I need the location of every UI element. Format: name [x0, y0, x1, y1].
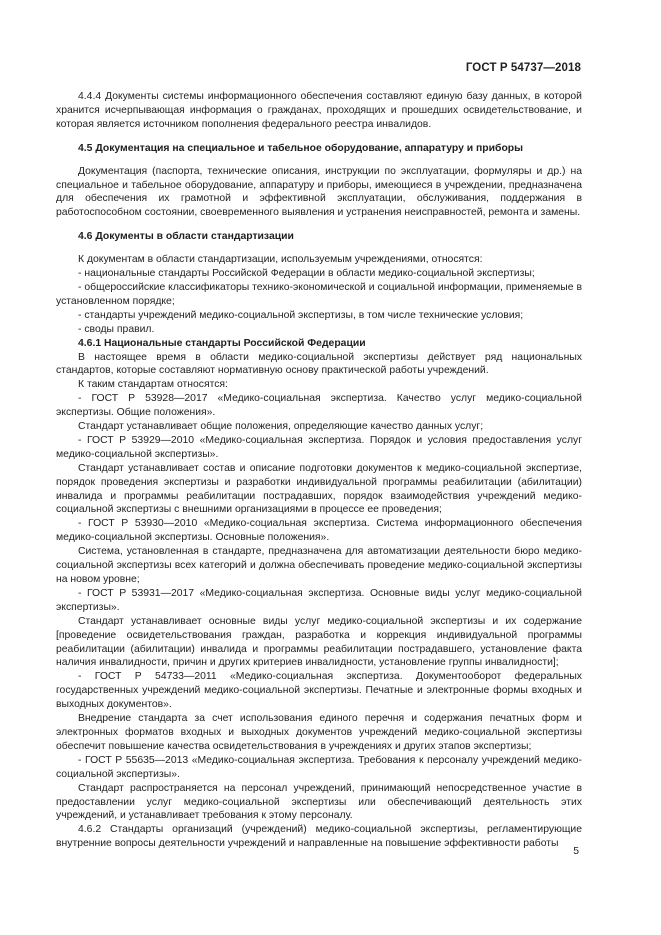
list-item: - ГОСТ Р 53928—2017 «Медико-социальная экспертиза. Качество услуг медико-социальной экспертизы. Общие положения».	[56, 393, 582, 419]
list-item: - своды правил.	[78, 323, 155, 335]
paragraph-4-6-2: 4.6.2 Стандарты организаций (учреждений) медико-социальной экспертизы, регламентирующие внутренние вопросы деятельности учреждений и направленные на повышение эффективности работы	[56, 824, 582, 850]
list-item: - стандарты учреждений медико-социальной экспертизы, в том числе технические условия;	[78, 309, 524, 321]
section-heading-4-6-1: 4.6.1 Национальные стандарты Российской Федерации	[78, 337, 366, 349]
paragraph-4-5-text: Документация (паспорта, технические описания, инструкции по эксплуатации, формуляры и др.) на специальное и табельное оборудование, аппаратуру и приборы, имеющиеся в учреждении, предназначена для обеспечения их грамотной и эффективной эксплуатации, обслуживания, поддержания в работоспособном состоянии, своевременного выявления и устранения неисправностей, ремонта и замены.	[56, 165, 582, 219]
list-item: - ГОСТ Р 53931—2017 «Медико-социальная экспертиза. Основные виды услуг медико-социальной экспертизы».	[56, 587, 582, 613]
paragraph-text: Стандарт распространяется на персонал учреждений, принимающий непосредственное участие в предоставлении услуг медико-социальной экспертизы или обеспечивающий деятельность этих учреждений, и устанавливает требования к этому персоналу.	[56, 782, 582, 822]
paragraph-text: Стандарт устанавливает общие положения, определяющие качество данных услуг;	[78, 421, 484, 433]
list-item: - ГОСТ Р 53930—2010 «Медико-социальная экспертиза. Система информационного обеспечения медико-социальной экспертизы. Основные положения».	[56, 518, 582, 544]
paragraph-text: Внедрение стандарта за счет использования единого перечня и содержания печатных форм и электронных форматов входных и выходных документов учреждений медико-социальной экспертизы обеспечит повышение качества освидетельствования в учреждениях и других этапов экспертизы;	[56, 713, 582, 752]
page-number: 5	[573, 846, 579, 857]
paragraph-text: В настоящее время в области медико-социальной экспертизы действует ряд национальных стандартов, которые составляют нормативную основу практической работы учреждений.	[56, 351, 582, 377]
paragraph-text: К таким стандартам относятся:	[78, 379, 228, 391]
document-body	[56, 90, 582, 851]
list-item: - общероссийские классификаторы технико-экономической и социальной информации, применяемые в установленном порядке;	[56, 281, 582, 307]
list-item: - ГОСТ Р 55635—2013 «Медико-социальная экспертиза. Требования к персоналу учреждений медико-социальной экспертизы».	[56, 754, 582, 780]
paragraph-text: Стандарт устанавливает основные виды услуг медико-социальной экспертизы и их содержание [проведение освидетельствования граждан, разработка и коррекция индивидуальной программы реабилитации (абилитации) инвалида и программы реабилитации пострадавшего, установление факта наличия инвалидности, причин и других критериев инвалидности, установление группы инвалидности];	[56, 615, 582, 669]
list-item: - ГОСТ Р 53929—2010 «Медико-социальная экспертиза. Порядок и условия предоставления услуг медико-социальной экспертизы».	[56, 434, 582, 460]
list-item: - национальные стандарты Российской Федерации в области медико-социальной экспертизы;	[78, 268, 535, 280]
list-item: - ГОСТ Р 54733—2011 «Медико-социальная экспертиза. Документооборот федеральных государственных учреждений медико-социальной экспертизы. Печатные и электронные формы входных и выходных документов».	[56, 671, 582, 711]
paragraph-4-6-intro: К документам в области стандартизации, используемым учреждениями, относятся:	[78, 254, 483, 266]
paragraph-text: Стандарт устанавливает состав и описание подготовки документов к медико-социальной экспертизе, порядок проведения экспертизы и разработки индивидуальной программы реабилитации (абилитации) инвалида и программы реабилитации пострадавших, порядок взаимодействия учреждений медико-социальной экспертизы с внешними организациями в процессе ее проведения;	[56, 462, 582, 516]
paragraph-4-4-4: 4.4.4 Документы системы информационного обеспечения составляют единую базу данных, в которой хранится исчерпывающая информация о гражданах, проходящих и прошедших освидетельствование, и которая является источником пополнения федерального реестра инвалидов.	[56, 91, 582, 130]
section-heading-4-5: 4.5 Документация на специальное и табельное оборудование, аппаратуру и приборы	[78, 142, 524, 154]
paragraph-text: Система, установленная в стандарте, предназначена для автоматизации деятельности бюро медико-социальной экспертизы всех категорий и должна обеспечивать проведение медико-социальной экспертизы на новом уровне;	[56, 546, 582, 585]
section-heading-4-6: 4.6 Документы в области стандартизации	[78, 231, 294, 243]
standard-code-header: ГОСТ Р 54737—2018	[465, 62, 581, 74]
